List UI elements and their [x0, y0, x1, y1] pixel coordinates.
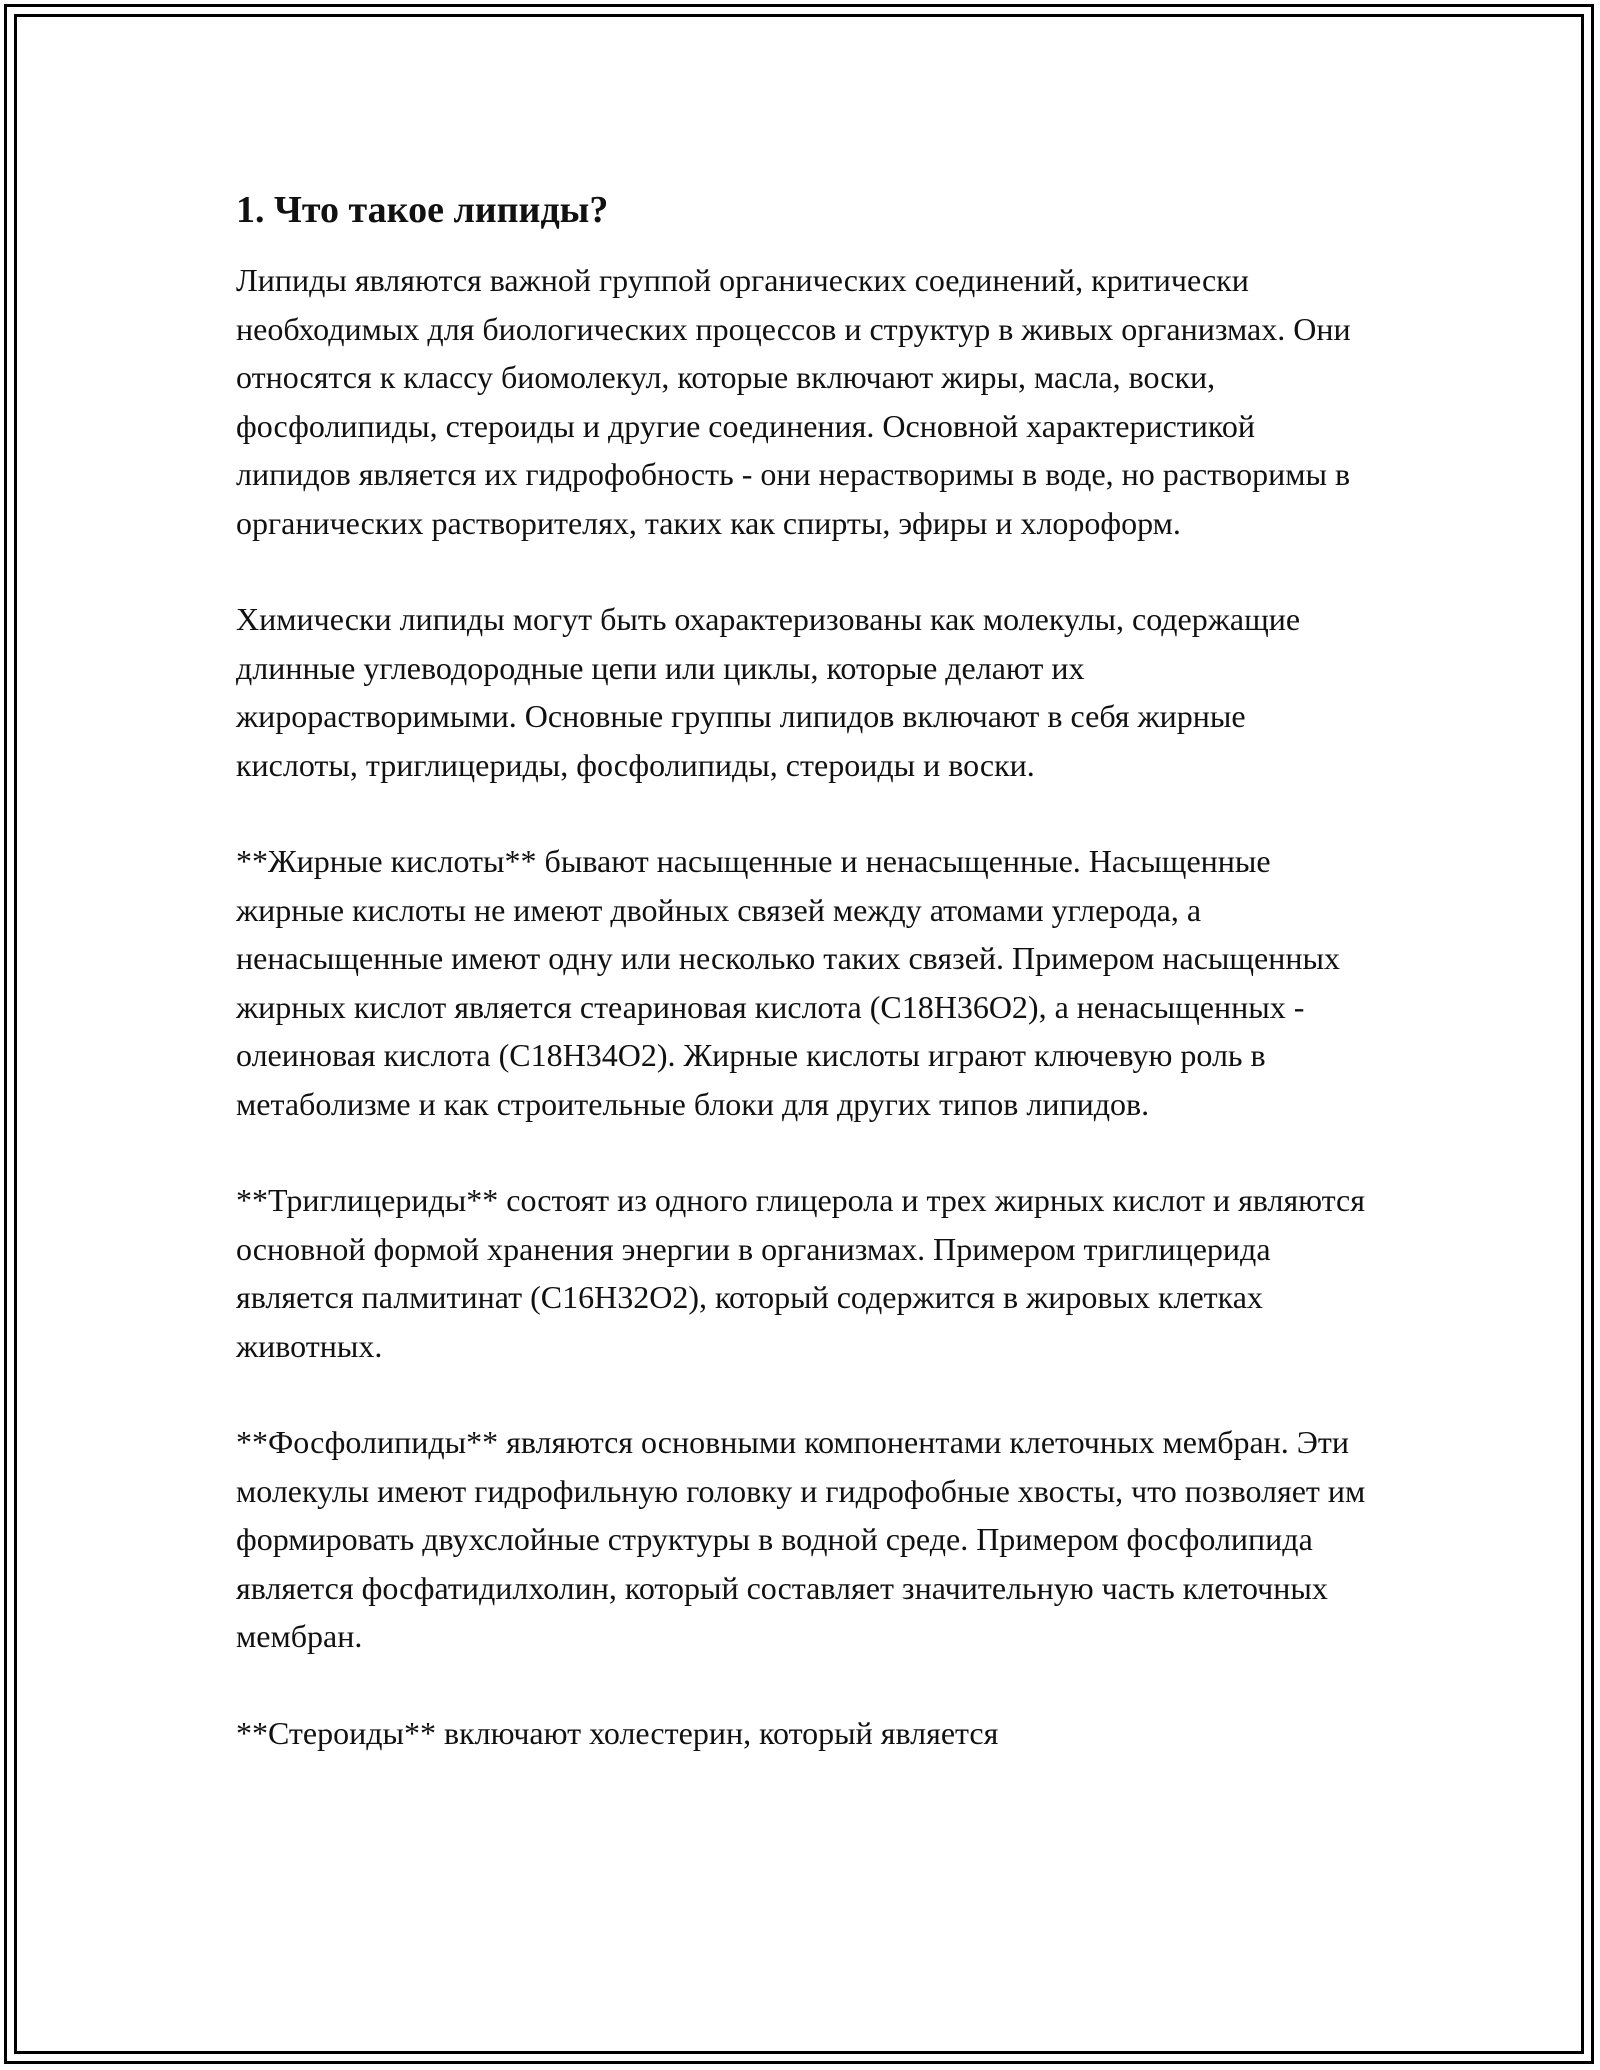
paragraph-lipids-definition: Липиды являются важной группой органических соединений, критически необходимых для биологических процессов и структур в живых организмах. Они относятся к классу биомолекул, которые включают жиры, масла, воски, фосфолипиды, стероиды и другие соединения. Основной характеристикой липидов является их гидрофобность - они нерастворимы в воде, но растворимы в органических растворителях, таких как спирты, эфиры и хлороформ. [236, 262, 1351, 541]
paragraph-triglycerides: **Триглицериды** состоят из одного глицерола и трех жирных кислот и являются основной формой хранения энергии в организмах. Примером триглицерида является палмитинат (C16H32O2), который содержится в жировых клетках животных. [236, 1182, 1365, 1364]
paragraph-chemistry: Химически липиды могут быть охарактеризованы как молекулы, содержащие длинные углеводородные цепи или циклы, которые делают их жирорастворимыми. Основные группы липидов включают в себя жирные кислоты, триглицериды, фосфолипиды, стероиды и воски. [236, 601, 1301, 783]
document-body [236, 186, 1366, 1805]
page-title: 1. Что такое липиды? [236, 189, 609, 231]
paragraph-fatty-acids: **Жирные кислоты** бывают насыщенные и ненасыщенные. Насыщенные жирные кислоты не имеют двойных связей между атомами углерода, а ненасыщенные имеют одну или несколько таких связей. Примером насыщенных жирных кислот является стеариновая кислота (C18H36O2), а ненасыщенных - олеиновая кислота (C18H34O2). Жирные кислоты играют ключевую роль в метаболизме и как строительные блоки для других типов липидов. [236, 843, 1340, 1122]
paragraph-steroids: **Стероиды** включают холестерин, который является [236, 1714, 999, 1751]
paragraph-phospholipids: **Фосфолипиды** являются основными компонентами клеточных мембран. Эти молекулы имеют гидрофильную головку и гидрофобные хвосты, что позволяет им формировать двухслойные структуры в водной среде. Примером фосфолипида является фосфатидилхолин, который составляет значительную часть клеточных мембран. [236, 1424, 1366, 1654]
